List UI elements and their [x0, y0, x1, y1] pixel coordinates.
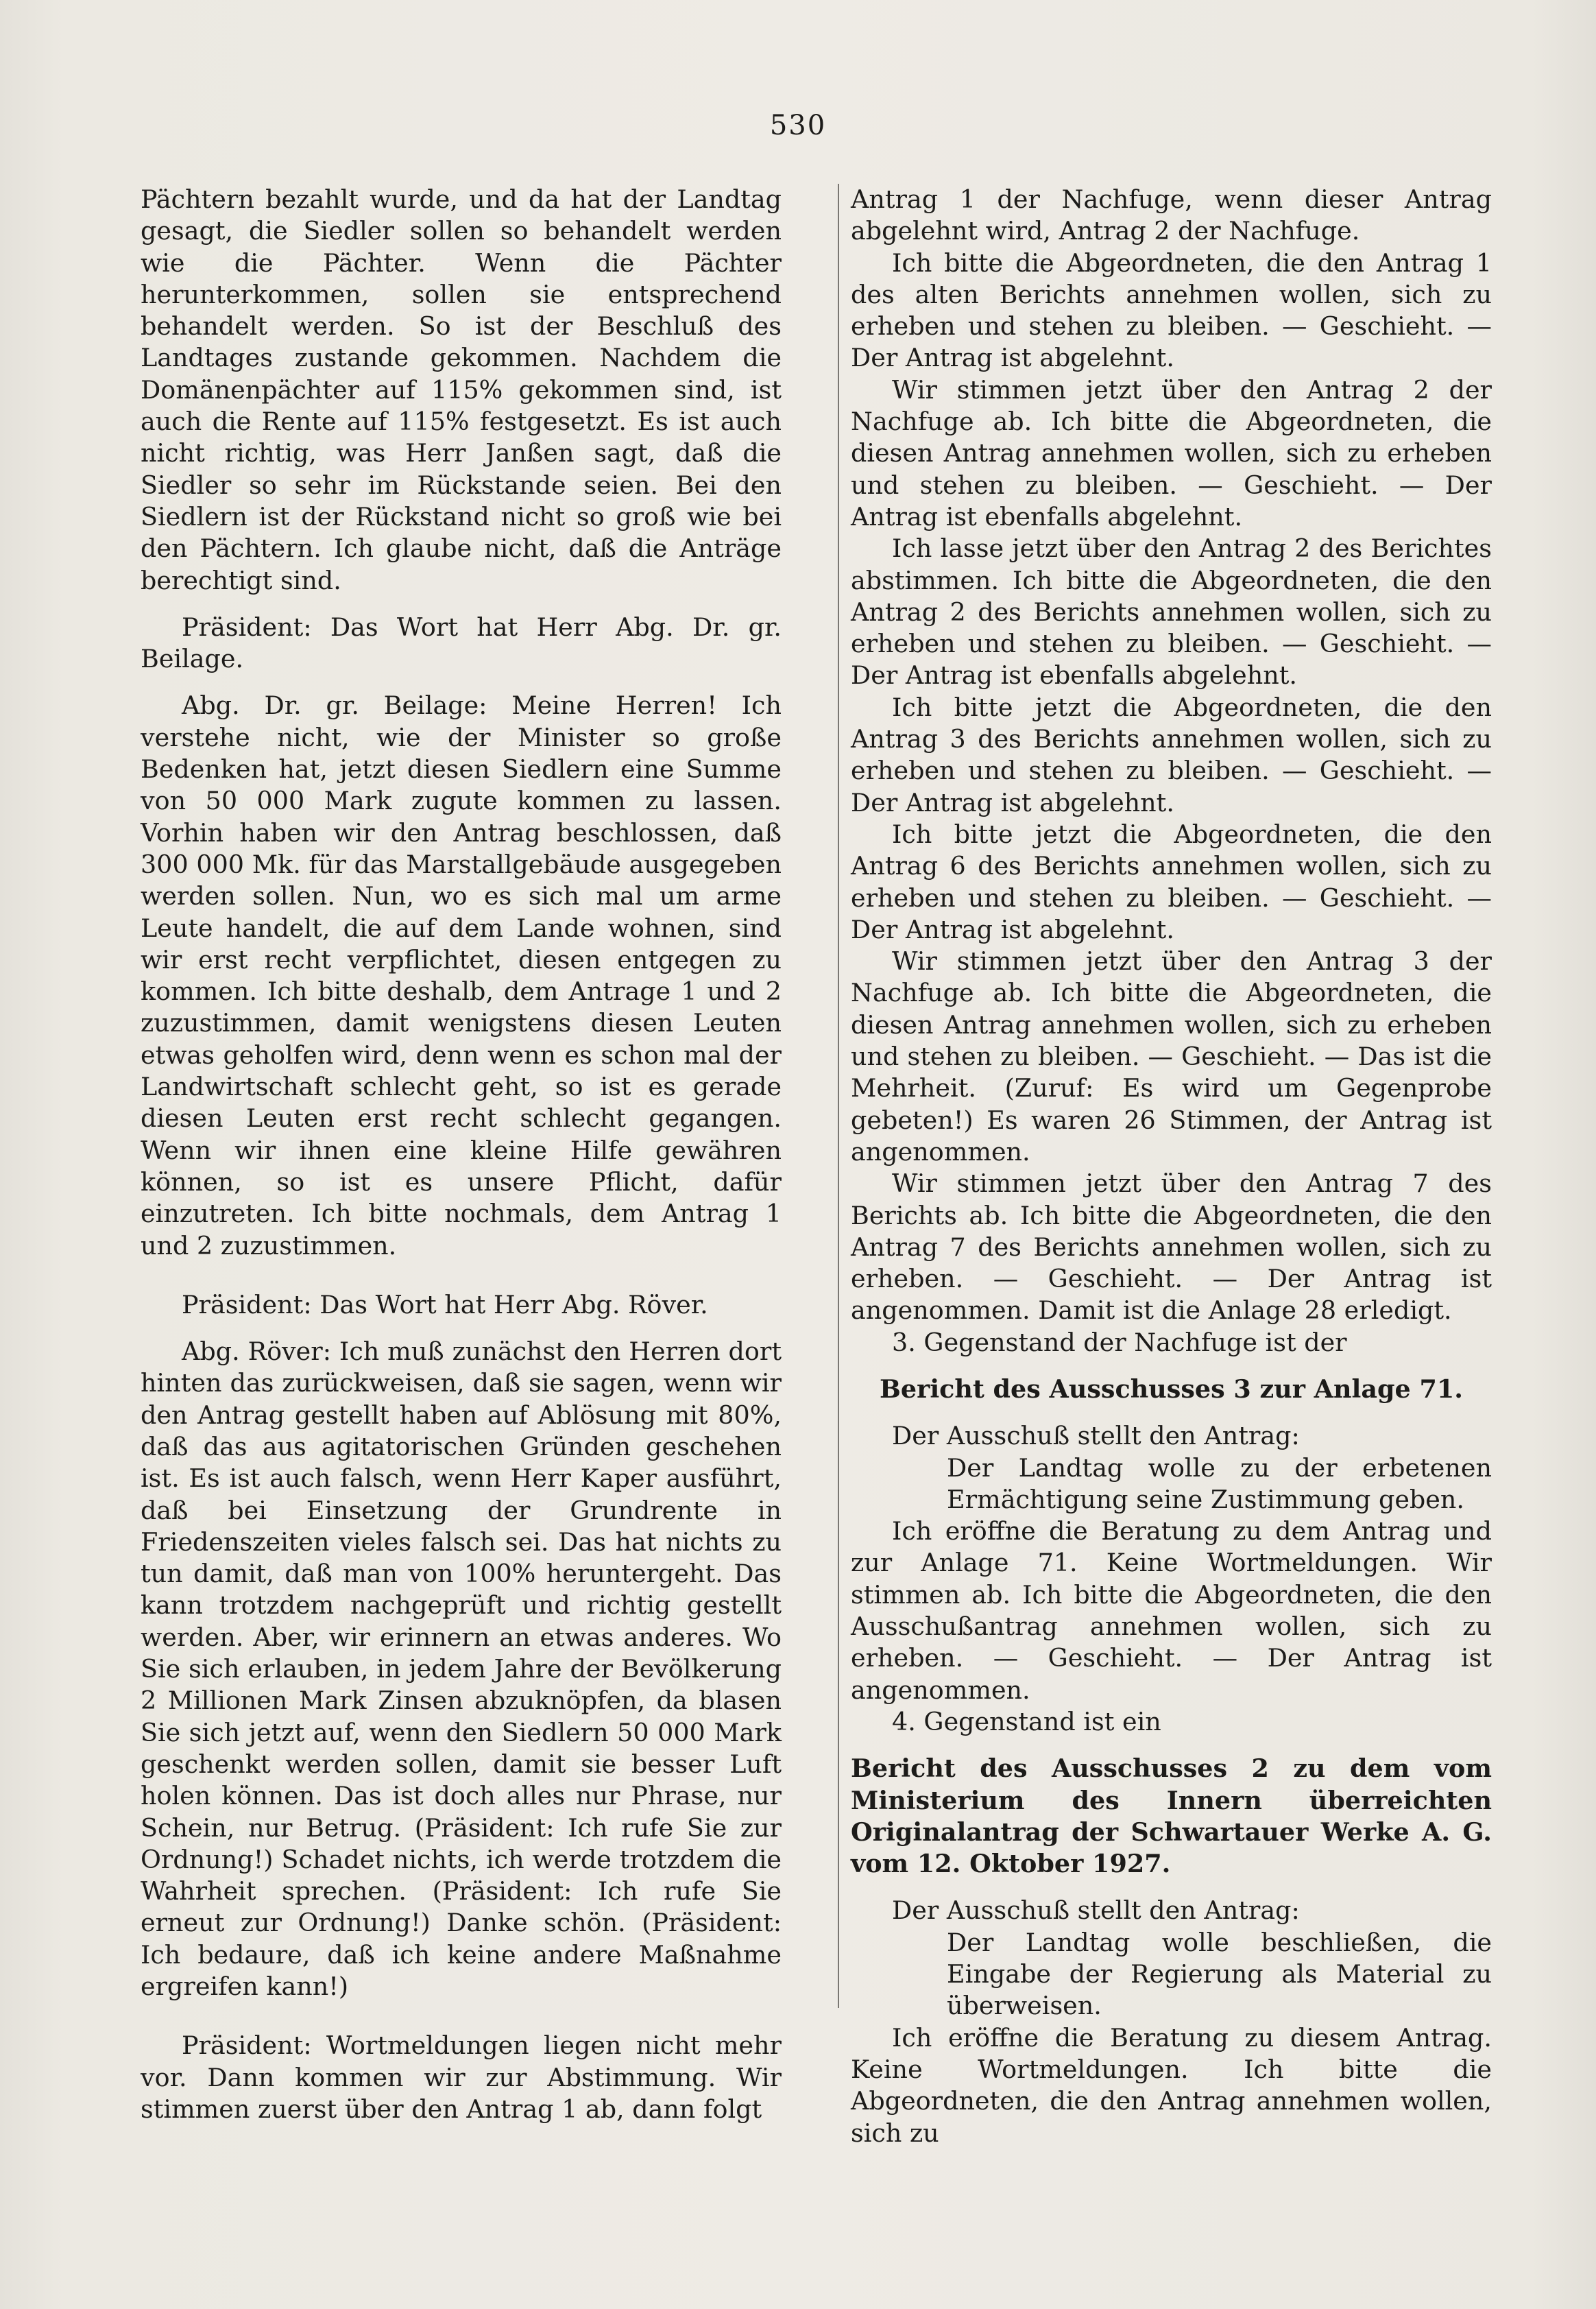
motion-text: Der Landtag wolle zu der erbetenen Ermächtigung seine Zustimmung geben.	[947, 1452, 1492, 1514]
paragraph: Ich bitte jetzt die Abgeordneten, die den Antrag 6 des Berichts annehmen wollen, sich zu erheben und stehen zu bleiben. — Geschieht. — Der Antrag ist abgelehnt.	[851, 819, 1492, 944]
section-heading: Bericht des Ausschusses 2 zu dem vom Ministerium des Innern überreichten Originalantrag der Schwartauer Werke A. G. vom 12. Oktober 1927.	[851, 1754, 1492, 1879]
speaker-paragraph: Präsident: Das Wort hat Herr Abg. Röver.	[182, 1289, 708, 1319]
speaker-paragraph: Präsident: Wortmeldungen liegen nicht mehr vor. Dann kommen wir zur Abstimmung. Wir stimmen zuerst über den Antrag 1 ab, dann folgt	[141, 2031, 782, 2124]
paragraph: Der Ausschuß stellt den Antrag:	[892, 1895, 1300, 1926]
paragraph: Der Ausschuß stellt den Antrag:	[892, 1421, 1300, 1451]
speech-paragraph: Abg. Röver: Ich muß zunächst den Herren dort hinten das zurückweisen, daß sie sagen, wenn wir den Antrag gestellt haben auf Ablösung mit 80%, daß das aus agitatorischen Gründen geschehen ist. Es ist auch falsch, wenn Herr Kaper ausführt, daß bei Einsetzung der Grundrente in Friedenszeiten vieles falsch sei. Das hat nichts zu tun damit, daß man von 100% heruntergeht. Das kann trotzdem nachgeprüft und richtig gestellt werden. Aber, wir erinnern an etwas anderes. Wo Sie sich erlauben, in jedem Jahre der Bevölkerung 2 Millionen Mark Zinsen abzuknöpfen, da blasen Sie sich jetzt auf, wenn den Siedlern 50 000 Mark geschenkt werden sollen, damit sie besser Luft holen können. Das ist doch alles nur Phrase, nur Schein, nur Betrug. (Präsident: Ich rufe Sie zur Ordnung!) Schadet nichts, ich werde trotzdem die Wahrheit sprechen. (Präsident: Ich rufe Sie erneut zur Ordnung!) Danke schön. (Präsident: Ich bedaure, daß ich keine andere Maßnahme ergreifen kann!)	[141, 1337, 782, 2002]
speech-paragraph: Abg. Dr. gr. Beilage: Meine Herren! Ich verstehe nicht, wie der Minister so große Bedenken hat, jetzt diesen Siedlern eine Summe von 50 000 Mark zugute kommen zu lassen. Vorhin haben wir den Antrag beschlossen, daß 300 000 Mk. für das Marstallgebäude ausgegeben werden sollen. Nun, wo es sich mal um arme Leute handelt, die auf dem Lande wohnen, sind wir erst recht verpflichtet, diesen entgegen zu kommen. Ich bitte deshalb, dem Antrage 1 und 2 zuzustimmen, damit wenigstens diesen Leuten etwas geholfen wird, denn wenn es schon mal der Landwirtschaft schlecht geht, so ist es gerade diesen Leuten erst recht schlecht gegangen. Wenn wir ihnen eine kleine Hilfe gewähren können, so ist es unsere Pflicht, dafür einzutreten. Ich bitte nochmals, dem Antrag 1 und 2 zuzustimmen.	[141, 691, 782, 1260]
section-heading: Bericht des Ausschusses 3 zur Anlage 71.	[880, 1374, 1463, 1404]
paragraph: Wir stimmen jetzt über den Antrag 2 der Nachfuge ab. Ich bitte die Abgeordneten, die diesen Antrag annehmen wollen, sich zu erheben und stehen zu bleiben. — Geschieht. — Der Antrag ist ebenfalls abgelehnt.	[851, 374, 1492, 531]
agenda-item: 3. Gegenstand der Nachfuge ist der	[892, 1327, 1347, 1357]
paragraph: Pächtern bezahlt wurde, und da hat der Landtag gesagt, die Siedler sollen so behandelt werden wie die Pächter. Wenn die Pächter herunterkommen, sollen sie entsprechend behandelt werden. So ist der Beschluß des Landtages zustande gekommen. Nachdem die Domänenpächter auf 115% gekommen sind, ist auch die Rente auf 115% festgesetzt. Es ist auch nicht richtig, was Herr Janßen sagt, daß die Siedler so sehr im Rückstande seien. Bei den Siedlern ist der Rückstand nicht so groß wie bei den Pächtern. Ich glaube nicht, daß die Anträge berechtigt sind.	[141, 184, 782, 595]
paragraph: Wir stimmen jetzt über den Antrag 7 des Berichts ab. Ich bitte die Abgeordneten, die den Antrag 7 des Berichts annehmen wollen, sich zu erheben. — Geschieht. — Der Antrag ist angenommen. Damit ist die Anlage 28 erledigt.	[851, 1169, 1492, 1326]
paragraph: Ich eröffne die Beratung zu dem Antrag und zur Anlage 71. Keine Wortmeldungen. Wir stimmen ab. Ich bitte die Abgeordneten, die den Ausschußantrag annehmen wollen, sich zu erheben. — Geschieht. — Der Antrag ist angenommen.	[851, 1516, 1492, 1705]
paragraph: Ich bitte die Abgeordneten, die den Antrag 1 des alten Berichts annehmen wollen, sich zu erheben und stehen zu bleiben. — Geschieht. — Der Antrag ist abgelehnt.	[851, 248, 1492, 373]
paragraph: Wir stimmen jetzt über den Antrag 3 der Nachfuge ab. Ich bitte die Abgeordneten, die diesen Antrag annehmen wollen, sich zu erheben und stehen zu bleiben. — Geschieht. — Das ist die Mehrheit. (Zuruf: Es wird um Gegenprobe gebeten!) Es waren 26 Stimmen, der Antrag ist angenommen.	[851, 946, 1492, 1167]
right-column	[851, 184, 1492, 2149]
paragraph: Ich eröffne die Beratung zu diesem Antrag. Keine Wortmeldungen. Ich bitte die Abgeordneten, die den Antrag annehmen wollen, sich zu	[851, 2022, 1492, 2148]
agenda-item: 4. Gegenstand ist ein	[892, 1706, 1161, 1736]
paragraph: Ich lasse jetzt über den Antrag 2 des Berichtes abstimmen. Ich bitte die Abgeordneten, die den Antrag 2 des Berichts annehmen wollen, sich zu erheben und stehen zu bleiben. — Geschieht. — Der Antrag ist ebenfalls abgelehnt.	[851, 534, 1492, 691]
speaker-paragraph: Präsident: Das Wort hat Herr Abg. Dr. gr. Beilage.	[141, 612, 782, 674]
column-divider	[838, 184, 839, 2008]
motion-text: Der Landtag wolle beschließen, die Eingabe der Regierung als Material zu überweisen.	[947, 1927, 1492, 2021]
page-number: 530	[769, 110, 827, 141]
left-column	[141, 184, 782, 2125]
paragraph: Antrag 1 der Nachfuge, wenn dieser Antrag abgelehnt wird, Antrag 2 der Nachfuge.	[851, 184, 1492, 246]
paragraph: Ich bitte jetzt die Abgeordneten, die den Antrag 3 des Berichts annehmen wollen, sich zu erheben und stehen zu bleiben. — Geschieht. — Der Antrag ist abgelehnt.	[851, 692, 1492, 817]
